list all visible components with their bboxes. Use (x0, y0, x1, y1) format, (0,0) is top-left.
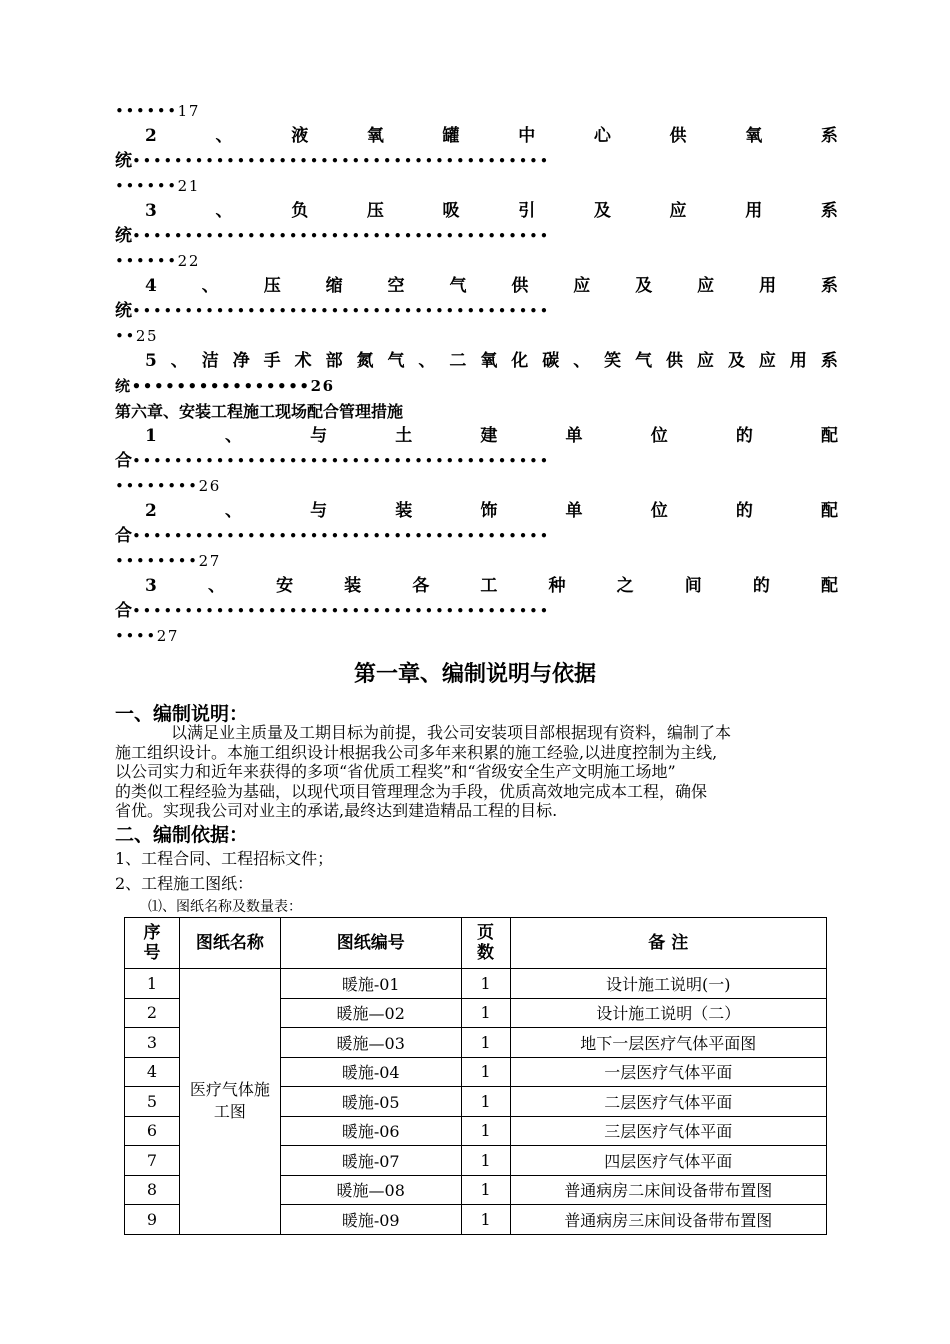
toc-page-ref: ••••••17 (115, 102, 200, 120)
toc-line: 统••••••••••••••••26 (115, 377, 335, 395)
header-remark: 备 注 (510, 918, 826, 969)
toc-glyph: 氮 (356, 351, 374, 371)
toc-glyph: 位 (650, 501, 668, 521)
toc-glyph: 配 (820, 501, 838, 521)
cell-group-name: 医疗气体施工图 (179, 969, 280, 1235)
paragraph-line: 的类似工程经验为基础，以现代项目管理理念为手段，优质高效地完成本工程，确保 (115, 781, 708, 801)
toc-glyph: 碳 (542, 351, 560, 371)
toc-glyph: 与 (310, 501, 328, 521)
toc-page-ref: ••••••21 (115, 177, 200, 195)
cell-code: 暖施-05 (280, 1087, 461, 1117)
header-code: 图纸编号 (280, 918, 461, 969)
toc-glyph: 中 (518, 126, 536, 146)
toc-glyph: 3 (145, 201, 157, 221)
toc-glyph: 用 (745, 201, 763, 221)
toc-entry-6-3[interactable] (115, 574, 838, 599)
toc-page-ref: ••••••22 (115, 252, 200, 270)
toc-glyph: 2 (145, 501, 157, 521)
toc-glyph: 饰 (480, 501, 498, 521)
toc-glyph: 的 (752, 576, 770, 596)
cell-remark: 设计施工说明(一) (510, 969, 826, 999)
toc-glyph: 应 (697, 351, 714, 371)
section-title-description: 一、编制说明： (115, 703, 249, 725)
toc-glyph: 压 (263, 276, 281, 296)
table-header-row (125, 918, 827, 969)
toc-entry-3[interactable] (115, 199, 838, 224)
toc-glyph: 气 (387, 351, 405, 371)
cell-code: 暖施—02 (280, 998, 461, 1028)
toc-glyph: 负 (291, 201, 309, 221)
toc-glyph: 系 (820, 126, 838, 146)
toc-glyph: 系 (820, 276, 838, 296)
cell-remark: 普通病房二床间设备带布置图 (510, 1175, 826, 1205)
toc-page-ref: ••••27 (115, 627, 180, 645)
toc-line: 统•••••••••••••••••••••••••••••••••••••••• (115, 151, 550, 171)
toc-glyph: 净 (232, 351, 250, 371)
toc-page-ref: ••••••••26 (115, 477, 221, 495)
toc-entry-5[interactable] (115, 349, 838, 374)
toc-glyph: 、 (224, 426, 242, 446)
toc-line: 合•••••••••••••••••••••••••••••••••••••••• (115, 526, 550, 546)
toc-glyph: 、 (573, 351, 591, 371)
toc-page-ref: ••25 (115, 327, 159, 345)
cell-code: 暖施-01 (280, 969, 461, 999)
toc-glyph: 的 (735, 501, 753, 521)
cell-seq: 9 (125, 1205, 180, 1235)
toc-glyph: 供 (669, 126, 687, 146)
cell-seq: 2 (125, 998, 180, 1028)
cell-pages: 1 (461, 1146, 510, 1176)
toc-line (115, 324, 838, 349)
table-of-contents (115, 99, 838, 649)
cell-remark: 二层医疗气体平面 (510, 1087, 826, 1117)
toc-glyph: 、 (215, 126, 233, 146)
cell-seq: 4 (125, 1057, 180, 1087)
toc-line (115, 474, 838, 499)
toc-glyph: 单 (565, 501, 583, 521)
toc-line (115, 624, 838, 649)
paragraph-line: 以满足业主质量及工期目标为前提，我公司安装项目部根据现有资料，编制了本 (171, 723, 732, 742)
cell-seq: 6 (125, 1116, 180, 1146)
description-paragraph (115, 723, 838, 821)
cell-pages: 1 (461, 969, 510, 999)
cell-pages: 1 (461, 1116, 510, 1146)
toc-glyph: 位 (650, 426, 668, 446)
toc-glyph: 应 (573, 276, 591, 296)
cell-pages: 1 (461, 1028, 510, 1058)
toc-glyph: 及 (635, 276, 653, 296)
toc-glyph: 建 (480, 426, 498, 446)
toc-glyph: 缩 (325, 276, 343, 296)
cell-remark: 地下一层医疗气体平面图 (510, 1028, 826, 1058)
toc-entry-6-2[interactable] (115, 499, 838, 524)
cell-code: 暖施-06 (280, 1116, 461, 1146)
toc-glyph: 各 (412, 576, 430, 596)
toc-glyph: 二 (449, 351, 467, 371)
cell-code: 暖施—08 (280, 1175, 461, 1205)
toc-entry-6-1[interactable] (115, 424, 838, 449)
cell-remark: 一层医疗气体平面 (510, 1057, 826, 1087)
paragraph-line: 以公司实力和近年来获得的多项“省优质工程奖”和“省级安全生产文明施工场地” (115, 762, 676, 781)
toc-glyph: 氧 (745, 126, 763, 146)
cell-remark: 普通病房三床间设备带布置图 (510, 1205, 826, 1235)
toc-entry-2[interactable] (115, 124, 838, 149)
toc-glyph: 系 (820, 351, 838, 371)
toc-line: 统•••••••••••••••••••••••••••••••••••••••• (115, 301, 550, 321)
toc-glyph: 工 (480, 576, 498, 596)
paragraph-line: 省优。实现我公司对业主的承诺,最终达到建造精品工程的目标. (115, 801, 558, 820)
toc-glyph: 压 (366, 201, 384, 221)
basis-item: 2、工程施工图纸： (115, 874, 254, 893)
section-title-basis: 二、编制依据： (115, 824, 249, 846)
toc-glyph: 应 (697, 276, 715, 296)
header-pages: 页数 (461, 918, 510, 969)
cell-code: 暖施-07 (280, 1146, 461, 1176)
cell-pages: 1 (461, 1087, 510, 1117)
toc-glyph: 1 (145, 426, 157, 446)
cell-seq: 7 (125, 1146, 180, 1176)
basis-item: 1、工程合同、工程招标文件； (115, 849, 334, 868)
toc-line (115, 249, 838, 274)
toc-glyph: 2 (145, 126, 157, 146)
toc-glyph: 及 (593, 201, 611, 221)
table-row (125, 969, 827, 999)
toc-glyph: 、 (224, 501, 242, 521)
toc-glyph: 4 (145, 276, 157, 296)
toc-glyph: 引 (518, 201, 536, 221)
table-caption: ⑴、图纸名称及数量表： (148, 899, 302, 915)
drawings-table (124, 917, 827, 1235)
toc-glyph: 罐 (442, 126, 460, 146)
toc-glyph: 土 (395, 426, 413, 446)
toc-glyph: 及 (727, 351, 745, 371)
toc-glyph: 吸 (442, 201, 460, 221)
toc-glyph: 气 (635, 351, 653, 371)
toc-glyph: 5 (145, 351, 157, 371)
toc-entry-4[interactable] (115, 274, 838, 299)
toc-glyph: 液 (291, 126, 309, 146)
toc-glyph: 用 (789, 351, 807, 371)
toc-glyph: 、 (207, 576, 225, 596)
cell-seq: 1 (125, 969, 180, 999)
toc-line (115, 174, 838, 199)
cell-seq: 5 (125, 1087, 180, 1117)
paragraph-line: 施工组织设计。本施工组织设计根据我公司多年来积累的施工经验,以进度控制为主线, (115, 742, 718, 762)
toc-glyph: 气 (449, 276, 467, 296)
cell-pages: 1 (461, 1057, 510, 1087)
toc-glyph: 配 (820, 426, 838, 446)
toc-glyph: 3 (145, 576, 157, 596)
toc-line: 合•••••••••••••••••••••••••••••••••••••••• (115, 451, 550, 471)
toc-glyph: 氧 (480, 351, 498, 371)
toc-line (115, 549, 838, 574)
cell-pages: 1 (461, 1205, 510, 1235)
toc-glyph: 应 (669, 201, 687, 221)
toc-glyph: 装 (344, 576, 362, 596)
toc-line: 合•••••••••••••••••••••••••••••••••••••••• (115, 601, 550, 621)
toc-glyph: 空 (387, 276, 405, 296)
toc-glyph: 安 (276, 576, 294, 596)
toc-glyph: 单 (565, 426, 583, 446)
toc-glyph: 笑 (604, 351, 622, 371)
toc-glyph: 间 (684, 576, 702, 596)
toc-page-ref: ••••••••27 (115, 552, 221, 570)
cell-remark: 设计施工说明（二） (510, 998, 826, 1028)
header-seq: 序号 (125, 918, 180, 969)
toc-glyph: 用 (759, 276, 777, 296)
toc-glyph: 应 (758, 351, 776, 371)
toc-glyph: 心 (593, 126, 611, 146)
toc-glyph: 、 (418, 351, 436, 371)
toc-glyph: 装 (395, 501, 413, 521)
cell-code: 暖施-04 (280, 1057, 461, 1087)
toc-glyph: 供 (511, 276, 529, 296)
toc-glyph: 氧 (366, 126, 384, 146)
toc-glyph: 之 (616, 576, 634, 596)
toc-chapter-6[interactable]: 第六章、安装工程施工现场配合管理措施 (115, 402, 404, 421)
chapter-title: 第一章、编制说明与依据 (353, 661, 596, 687)
cell-pages: 1 (461, 1175, 510, 1205)
toc-glyph: 的 (735, 426, 753, 446)
toc-glyph: 、 (170, 351, 188, 371)
toc-line (115, 99, 838, 124)
toc-glyph: 、 (215, 201, 233, 221)
toc-glyph: 洁 (201, 351, 219, 371)
cell-pages: 1 (461, 998, 510, 1028)
toc-glyph: 化 (511, 351, 529, 371)
toc-glyph: 部 (325, 351, 343, 371)
cell-code: 暖施—03 (280, 1028, 461, 1058)
toc-glyph: 供 (666, 351, 684, 371)
cell-seq: 8 (125, 1175, 180, 1205)
toc-glyph: 与 (310, 426, 328, 446)
toc-glyph: 种 (548, 576, 566, 596)
toc-glyph: 系 (820, 201, 838, 221)
toc-glyph: 、 (201, 276, 219, 296)
toc-glyph: 配 (820, 576, 838, 596)
cell-remark: 四层医疗气体平面 (510, 1146, 826, 1176)
toc-line: 统•••••••••••••••••••••••••••••••••••••••• (115, 226, 550, 246)
cell-remark: 三层医疗气体平面 (510, 1116, 826, 1146)
toc-glyph: 手 (263, 351, 281, 371)
cell-code: 暖施-09 (280, 1205, 461, 1235)
cell-seq: 3 (125, 1028, 180, 1058)
toc-glyph: 术 (294, 351, 312, 371)
header-name: 图纸名称 (179, 918, 280, 969)
